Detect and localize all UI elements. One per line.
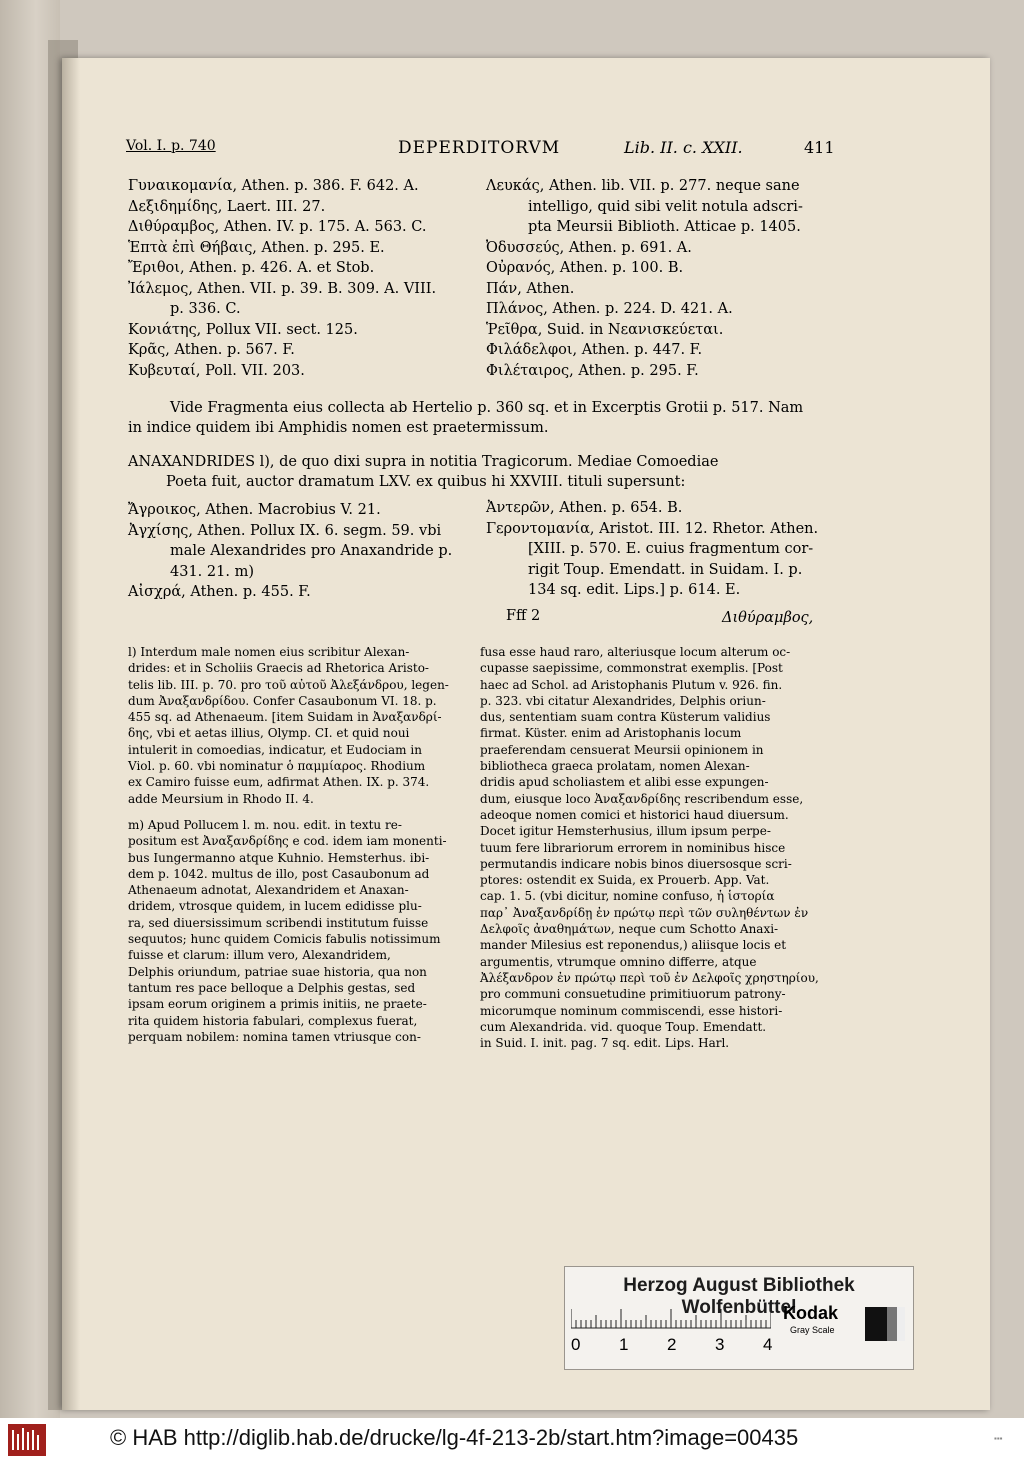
page-number: 411 [804,138,835,157]
list-entry: rigit Toup. Emendatt. in Suidam. I. p. [528,561,803,578]
running-head [126,138,842,160]
footnote-line: bus Iungermanno atque Kuhnio. Hemsterhus. ibi- [128,850,430,865]
footnote-line: positum est Ἀναξανδρίδης e cod. idem iam monenti- [128,834,447,849]
list-entry: Κυβευταί, Poll. VII. 203. [128,362,305,379]
footnote-line: dum, eiusque loco Ἀναξανδρίδης rescribendum esse, [480,791,804,806]
title-list2-left [128,500,468,603]
list-entry: 431. 21. m) [170,563,254,580]
scale-number: 4 [763,1335,773,1354]
list-entry: Ὀδυσσεύς, Athen. p. 691. A. [486,239,692,256]
list-entry: Γεροντομανία, Aristot. III. 12. Rhetor. Athen. [486,520,819,537]
footnote-line: Viol. p. 60. vbi nominatur ὁ παμμίαρος. Rhodium [128,759,426,774]
volume-reference: Vol. I. p. 740 [126,138,216,154]
title-list-right [486,176,846,381]
list-entry: Ἑπτὰ ἐπὶ Θήβαις, Athen. p. 295. E. [128,239,385,256]
footnote-line: dus, sententiam suam contra Küsterum validius [480,710,771,725]
footnote-line: rita quidem historia fabulari, complexus fuerat, [128,1013,418,1028]
gray-scale-label: Gray Scale [790,1325,835,1335]
footnote-line: cap. 1. 5. (vbi dicitur, nomine confuso, ἡ ἱστορία [480,889,775,904]
scale-number: 2 [667,1335,677,1354]
list-entry: Ῥεῖθρα, Suid. in Νεανισκεύεται. [486,321,724,338]
footnote-line: tuum fere librariorum errorem in nominibus hisce [480,840,786,855]
list-entry: Κρᾶς, Athen. p. 567. F. [128,342,295,358]
scale-number: 0 [571,1335,581,1354]
anaxandrides-line-2: Poeta fuit, auctor dramatum LXV. ex quibus hi XXVIII. tituli supersunt: [166,474,686,490]
running-title: DEPERDITORVM [398,138,561,158]
list-entry: Ἀγχίσης, Athen. Pollux IX. 6. segm. 59. vbi [128,522,442,539]
list-entry: Πλάνος, Athen. p. 224. D. 421. A. [486,301,733,317]
footnote-line: perquam nobilem: nomina tamen vtriusque con- [128,1029,421,1044]
list-entry: Γυναικομανία, Athen. p. 386. F. 642. A. [128,178,419,194]
list-entry: Φιλέταιρος, Athen. p. 295. F. [486,362,699,379]
footnote-line: ra, sed diuersissimum scribendi institutum fuisse [128,915,429,930]
footnote-line: tantum res pace belloque a Delphis gestas, sed [128,980,416,995]
vide-paragraph [128,398,848,438]
footnote-line: telis lib. III. p. 70. pro τοῦ αὐτοῦ Ἀλεξάνδρου, legen- [128,677,449,692]
book-chapter: Lib. II. c. XXII. [624,138,743,157]
footnote-line: dum Ἀναξανδρίδου. Confer Casaubonum VI. 18. p. [128,693,437,708]
copyright-link[interactable]: © HAB http://diglib.hab.de/drucke/lg-4f-213-2b/start.htm?image=00435 [110,1425,799,1450]
footnote-line: dem p. 1042. multus de illo, post Casaubonum ad [128,866,430,881]
footnote-line: drides: et in Scholiis Graecis ad Rhetorica Aristo- [128,661,429,676]
footnotes-left [128,644,478,1045]
list-entry: Κονιάτης, Pollux VII. sect. 125. [128,321,358,338]
gray-swatch [865,1307,905,1341]
footer-bar [0,1418,1024,1462]
list-entry: Ἄγροικος, Athen. Macrobius V. 21. [128,502,381,518]
footnote-line: in Suid. I. init. pag. 7 sq. edit. Lips. Harl. [480,1036,730,1051]
anaxandrides-heading [128,452,848,492]
footnotes-right [480,644,830,1051]
list-entry: Πάν, Athen. [486,280,575,297]
hab-logo-icon [8,1424,46,1456]
footnote-line: p. 323. vbi citatur Alexandrides, Delphis oriun- [480,693,766,708]
footnote-line: micorumque nominum commiscendi, esse histori- [480,1003,783,1018]
footnote-line: Docet igitur Hemsterhusius, illum ipsum perpe- [480,824,771,839]
footnote-line: adde Meursium in Rhodo II. 4. [128,791,314,806]
footnote-line: fusa esse haud raro, alteriusque locum alterum oc- [480,645,791,659]
footnote-line: adeoque nomen comici et historici haud diuersum. [480,807,789,822]
list-entry: Ἀντερῶν, Athen. p. 654. B. [486,500,683,516]
list-entry: Διθύραμβος, Athen. IV. p. 175. A. 563. C. [128,219,427,235]
signature-mark: Fff 2 [506,608,541,624]
footnote-line: l) Interdum male nomen eius scribitur Alexan- [128,645,410,659]
vide-line-1: Vide Fragmenta eius collecta ab Hertelio p. 360 sq. et in Excerptis Grotii p. 517. Nam [170,400,804,416]
library-stamp [564,1266,914,1370]
footnote-line: ipsam eorum originem a primis initiis, ne praete- [128,997,427,1012]
footnote-line: mander Milesius est reponendus,) aliisque locis et [480,938,787,953]
list-entry: Φιλάδελφοι, Athen. p. 447. F. [486,342,703,358]
title-list2-right [486,498,846,601]
footnote-line: praeferendam censuerat Meursii opinionem in [480,742,764,757]
list-entry: pta Meursii Biblioth. Atticae p. 1405. [528,219,801,235]
footnote-line: cupasse saepissime, commonstrat exemplis. [Post [480,661,783,676]
footnote-line: intulerit in comoedias, indicatur, et Eudociam in [128,742,422,757]
list-entry: male Alexandrides pro Anaxandride p. [170,543,453,559]
footnote-line: dridem, vtrosque quidem, in lucem edidisse plu- [128,899,422,914]
scale-number: 3 [715,1335,725,1354]
footnote-line: bibliotheca graeca prolatam, nomen Alexan- [480,759,750,774]
list-entry: p. 336. C. [170,301,241,317]
footnote-line: pro communi consuetudine primitiuorum patrony- [480,987,786,1002]
footnote-line: sequutos; hunc quidem Comicis fabulis notissimum [128,932,441,947]
footnote-line: Δελφοῖς ἀναθημάτων, neque cum Schotto Anaxi- [480,922,779,937]
list-entry: Οὐρανός, Athen. p. 100. B. [486,260,684,276]
list-entry: 134 sq. edit. Lips.] p. 614. E. [528,582,741,598]
footnote-line: Delphis oriundum, patriae suae historia, qua non [128,964,427,979]
catchword: Διθύραμβος, [722,610,814,626]
footnote-line: ptores: ostendit ex Suida, ex Prouerb. App. Vat. [480,873,770,888]
footnote-line: cum Alexandrida. vid. quoque Toup. Emendatt. [480,1019,767,1034]
list-entry: Ἔριθοι, Athen. p. 426. A. et Stob. [128,260,375,276]
footnote-line: παρ᾽ Ἀναξανδρίδῃ ἐν πρώτῳ περὶ τῶν συληθέντων ἐν [480,905,809,920]
scale-number: 1 [619,1335,629,1354]
footnote-line: m) Apud Pollucem l. m. nou. edit. in textu re- [128,817,402,832]
footnote-line: Ἀλέξανδρον ἐν πρώτῳ περὶ τοῦ ἐν Δελφοῖς χρηστηρίου, [480,970,819,985]
title-list-left [128,176,468,381]
footnote-line: δης, vbi et aetas illius, Olymp. CI. et quid noui [128,726,410,741]
footnote-line: argumentis, vtrumque omnino differre, atque [480,954,757,969]
footnote-line: haec ad Schol. ad Aristophanis Plutum v. 926. fin. [480,677,783,692]
list-entry: Αἰσχρά, Athen. p. 455. F. [128,584,311,600]
vide-line-2: in indice quidem ibi Amphidis nomen est praetermissum. [128,420,549,436]
footnote-line [128,807,478,817]
list-entry: [XIII. p. 570. E. cuius fragmentum cor- [528,541,814,557]
list-entry: Ἰάλεμος, Athen. VII. p. 39. B. 309. A. VIII. [128,280,437,297]
footnote-line: dridis apud scholiastem et alibi esse expungen- [480,775,769,790]
footer-ornament-icon: ▪▪▪ [994,1434,1003,1443]
list-entry: intelligo, quid sibi velit notula adscri- [528,198,803,215]
footnote-line: permutandis indicare nobis binos diuersosque scri- [480,856,792,871]
footnote-line: fuisse et clarum: illum vero, Alexandridem, [128,948,391,963]
footnote-line: Athenaeum adnotat, Alexandridem et Anaxan- [128,883,409,898]
footnote-line: firmat. Küster. enim ad Aristophanis locum [480,726,742,741]
footnote-line: 455 sq. ad Athenaeum. [item Suidam in Ἀναξανδρί- [128,710,442,725]
list-entry: Δεξιδημίδης, Laert. III. 27. [128,198,326,215]
gray-scale-ruler [571,1307,771,1329]
stamp-title: Herzog August Bibliothek Wolfenbüttel [623,1275,855,1318]
list-entry: Λευκάς, Athen. lib. VII. p. 277. neque sane [486,178,800,194]
anaxandrides-line-1: ANAXANDRIDES l), de quo dixi supra in notitia Tragicorum. Mediae Comoediae [128,454,719,470]
kodak-brand: Kodak [783,1303,839,1323]
footnote-line: ex Camiro fuisse eum, adfirmat Athen. IX. p. 374. [128,775,430,790]
